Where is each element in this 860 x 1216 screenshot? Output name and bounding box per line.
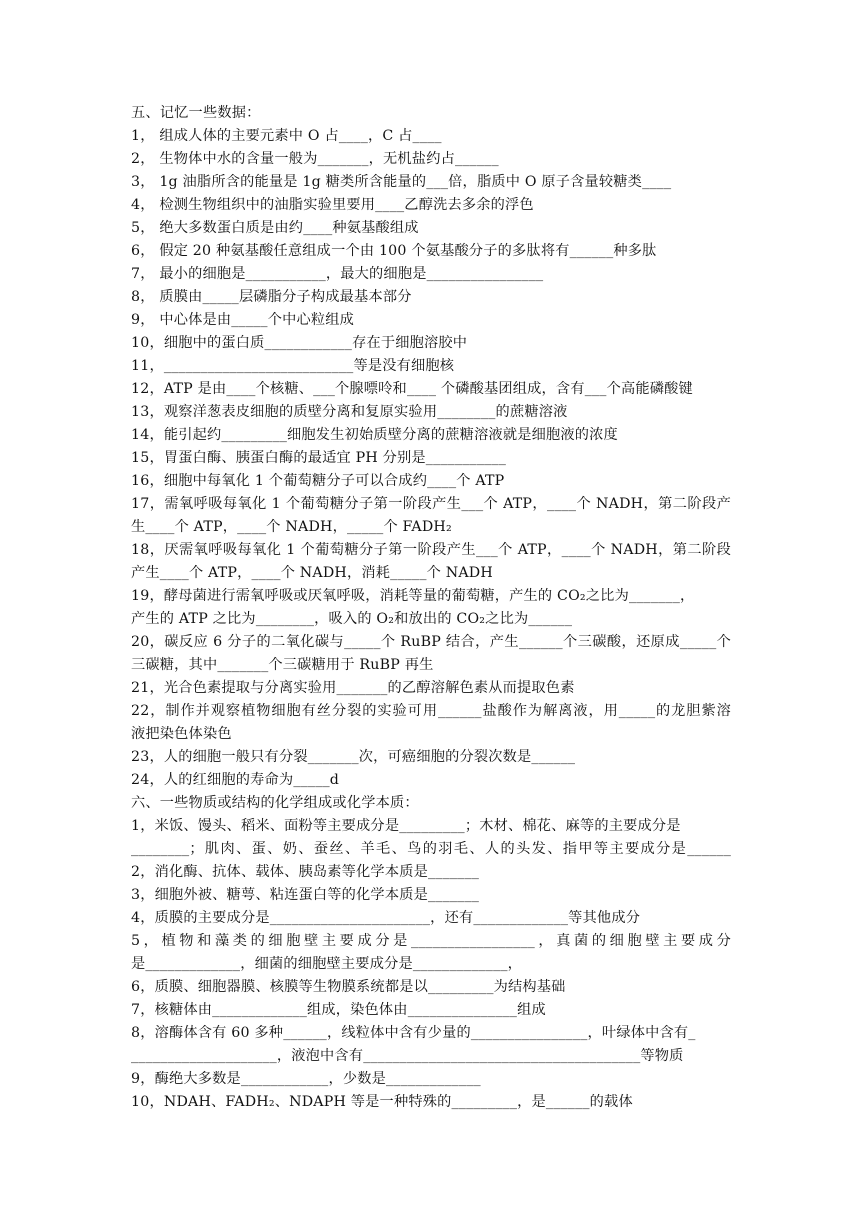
text-line: 液把染色体染色: [131, 726, 232, 742]
text-line: 7， 最小的细胞是___________，最大的细胞是________________: [131, 266, 544, 282]
text-line: 20，碳反应 6 分子的二氧化碳与_____个 RuBP 结合，产生______个三碳酸，还原成_____个: [131, 634, 731, 650]
text-line: 7，核糖体由_____________组成，染色体由_______________组成: [131, 1002, 546, 1018]
text-line: 23，人的细胞一般只有分裂_______次，可癌细胞的分裂次数是______: [131, 749, 576, 765]
text-line: 2， 生物体中水的含量一般为_______，无机盐约占______: [131, 151, 499, 167]
text-line: 6， 假定 20 种氨基酸任意组成一个由 100 个氨基酸分子的多肽将有______种多肽: [131, 243, 657, 259]
text-line: 14，能引起约_________细胞发生初始质壁分离的蔗糖溶液就是细胞液的浓度: [131, 427, 618, 443]
text-line: 11，__________________________等是没有细胞核: [131, 358, 455, 374]
text-line: 16，细胞中每氧化 1 个葡萄糖分子可以合成约____个 ATP: [131, 473, 505, 489]
text-line: 三碳糖，其中_______个三碳糖用于 RuBP 再生: [131, 657, 434, 673]
text-line: 6，质膜、细胞器膜、核膜等生物膜系统都是以_________为结构基础: [131, 979, 566, 995]
text-line: 15，胃蛋白酶、胰蛋白酶的最适宜 PH 分别是___________: [131, 450, 507, 466]
text-line: 22，制作并观察植物细胞有丝分裂的实验可用______盐酸作为解离液，用_____的龙胆紫溶: [131, 703, 731, 719]
text-line: 19，酵母菌进行需氧呼吸或厌氧呼吸，消耗等量的葡萄糖，产生的 CO₂之比为_______，: [131, 588, 695, 604]
text-line: 5， 绝大多数蛋白质是由约____种氨基酸组成: [131, 220, 419, 236]
text-line: 2，消化酶、抗体、载体、胰岛素等化学本质是_______: [131, 864, 480, 880]
section-heading-6: 六、一些物质或结构的化学组成或化学本质：: [131, 795, 419, 811]
text-line: 产生____个 ATP，____个 NADH，消耗_____个 NADH: [131, 565, 493, 581]
text-line: 3，细胞外被、糖萼、粘连蛋白等的化学本质是_______: [131, 887, 480, 903]
text-line: 4，质膜的主要成分是______________________，还有_____________等其他成分: [131, 910, 641, 926]
text-line: 18，厌需氧呼吸每氧化 1 个葡萄糖分子第一阶段产生___个 ATP，____个 NADH，第二阶段: [131, 542, 731, 558]
text-line: 是_____________，细菌的细胞壁主要成分是_____________，: [131, 956, 523, 972]
text-line: 1， 组成人体的主要元素中 O 占____，C 占____: [131, 128, 442, 144]
text-line: ________；肌肉、蛋、奶、蚕丝、羊毛、鸟的羽毛、人的头发、指甲等主要成分是______: [131, 841, 731, 857]
text-line: 8，溶酶体含有 60 多种______，线粒体中含有少量的________________，叶绿体中含有_: [131, 1025, 696, 1041]
text-line: 4， 检测生物组织中的油脂实验里要用____乙醇洗去多余的浮色: [131, 197, 534, 213]
text-line: 8， 质膜由_____层磷脂分子构成最基本部分: [131, 289, 412, 305]
text-line: 17，需氧呼吸每氧化 1 个葡萄糖分子第一阶段产生___个 ATP，____个 NADH，第二阶段产: [131, 496, 731, 512]
text-line: 9，酶绝大多数是____________，少数是_____________: [131, 1071, 481, 1087]
section-heading-5: 五、记忆一些数据：: [131, 105, 261, 121]
text-line: 9， 中心体是由_____个中心粒组成: [131, 312, 355, 328]
text-line: 12，ATP 是由____个核糖、___个腺嘌呤和____ 个磷酸基团组成，含有___个高能磷酸键: [131, 381, 693, 397]
text-line: 5，植物和藻类的细胞壁主要成分是_________________，真菌的细胞壁主要成分: [131, 933, 731, 949]
text-line: 1，米饭、馒头、稻米、面粉等主要成分是_________；木材、棉花、麻等的主要成分是: [131, 818, 681, 834]
text-line: 10，NDAH、FADH₂、NDAPH 等是一种特殊的_________，是______的载体: [131, 1094, 633, 1110]
text-line: ____________________，液泡中含有______________________________________等物质: [131, 1048, 684, 1064]
text-line: 10，细胞中的蛋白质____________存在于细胞溶胶中: [131, 335, 468, 351]
text-line: 13，观察洋葱表皮细胞的质壁分离和复原实验用________的蔗糖溶液: [131, 404, 568, 420]
text-line: 产生的 ATP 之比为________，吸入的 O₂和放出的 CO₂之比为______: [131, 611, 573, 627]
text-line: 24，人的红细胞的寿命为_____d: [131, 772, 340, 788]
text-line: 3， 1g 油脂所含的能量是 1g 糖类所含能量的___倍，脂质中 O 原子含量较糖类____: [131, 174, 672, 190]
text-line: 生____个 ATP，____个 NADH，_____个 FADH₂: [131, 519, 452, 535]
text-line: 21，光合色素提取与分离实验用_______的乙醇溶解色素从而提取色素: [131, 680, 575, 696]
